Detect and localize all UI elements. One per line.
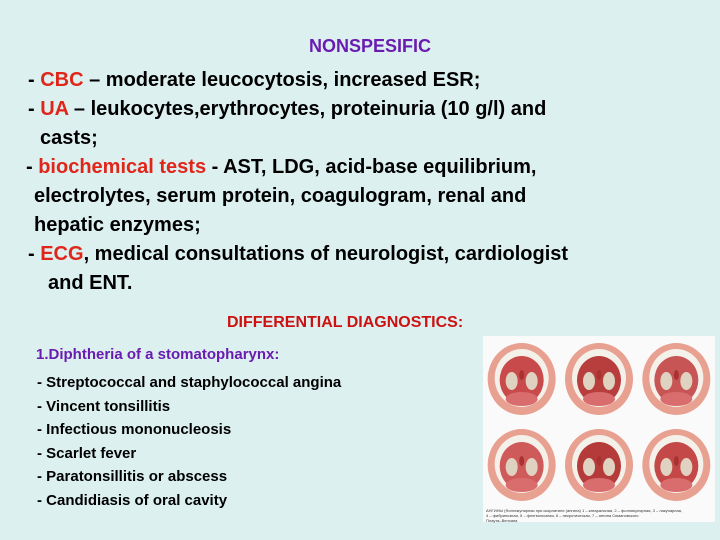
line-continuation: and ENT. — [48, 272, 133, 294]
mouth-illustration — [565, 429, 633, 501]
line-ecg — [28, 240, 708, 269]
right-tonsil — [680, 372, 692, 390]
keyword-cbc: CBC — [40, 69, 84, 91]
bullet-dash: - — [28, 98, 41, 120]
line-continuation: hepatic enzymes; — [34, 214, 201, 236]
left-tonsil — [583, 372, 595, 390]
uvula — [674, 370, 679, 380]
caption-line: 4 – фибринозная, 5 – флегмонозная, 6 – некротическая, 7 – ангина Симановского — [486, 513, 639, 518]
mouth-illustration — [565, 343, 633, 415]
uvula — [674, 456, 679, 466]
left-tonsil — [660, 458, 672, 476]
differential-heading: 1.Diphtheria of a stomatopharynx: — [36, 346, 280, 363]
tongue — [506, 392, 538, 406]
slide-title: NONSPESIFIC — [308, 36, 432, 56]
nonspecific-findings — [28, 66, 708, 298]
uvula — [519, 370, 524, 380]
bullet-dash: - — [28, 69, 41, 91]
caption-line: АНГИНЫ (Фолликулярная при скарлатине (ангина) 1 – катаральная, 2 – фолликулярная, 3 – лакунарная, — [486, 508, 682, 513]
mouth-illustration — [488, 343, 556, 415]
tongue — [583, 478, 615, 492]
line-text: , medical consultations of neurologist, cardiologist — [83, 243, 569, 265]
list-item: - Candidiasis of oral cavity — [37, 491, 228, 509]
keyword-ecg: ECG — [40, 243, 84, 265]
list-item: - Vincent tonsillitis — [37, 397, 171, 415]
left-tonsil — [583, 458, 595, 476]
right-tonsil — [526, 458, 538, 476]
left-tonsil — [506, 458, 518, 476]
mouth-illustration — [642, 429, 710, 501]
differential-list — [37, 371, 341, 512]
list-item: - Scarlet fever — [37, 444, 137, 462]
tongue — [583, 392, 615, 406]
mouth-illustrations — [483, 336, 715, 508]
tongue — [660, 392, 692, 406]
tongue — [660, 478, 692, 492]
line-biochemical — [26, 153, 708, 182]
mouth-illustration — [642, 343, 710, 415]
uvula — [519, 456, 524, 466]
line-ua — [28, 95, 708, 124]
line-text: – leukocytes,erythrocytes, proteinuria (10 g/l) and — [68, 98, 547, 120]
tongue — [506, 478, 538, 492]
throat-photos-figure — [483, 336, 715, 522]
figure-caption — [486, 508, 714, 523]
mouth-illustration — [488, 429, 556, 501]
keyword-ua: UA — [40, 98, 69, 120]
bullet-dash: - — [26, 156, 39, 178]
line-text: – moderate leucocytosis, increased ESR; — [83, 69, 481, 91]
caption-line: Плаута–Венсана — [486, 518, 518, 523]
list-item: - Infectious mononucleosis — [37, 421, 232, 438]
right-tonsil — [603, 372, 615, 390]
line-cbc — [28, 66, 708, 95]
uvula — [597, 370, 602, 380]
line-continuation: casts; — [40, 127, 98, 149]
uvula — [597, 456, 602, 466]
right-tonsil — [526, 372, 538, 390]
list-item: - Streptococcal and staphylococcal angina — [37, 374, 342, 391]
list-item: - Paratonsillitis or abscess — [37, 468, 228, 485]
differential-title: DIFFERENTIAL DIAGNOSTICS: — [227, 314, 464, 331]
bullet-dash: - — [28, 243, 41, 265]
line-text: - AST, LDG, acid-base equilibrium, — [206, 156, 537, 178]
left-tonsil — [506, 372, 518, 390]
line-continuation: electrolytes, serum protein, coagulogram, renal and — [34, 185, 527, 207]
right-tonsil — [680, 458, 692, 476]
left-tonsil — [660, 372, 672, 390]
keyword-biochemical-tests: biochemical tests — [38, 156, 207, 178]
right-tonsil — [603, 458, 615, 476]
